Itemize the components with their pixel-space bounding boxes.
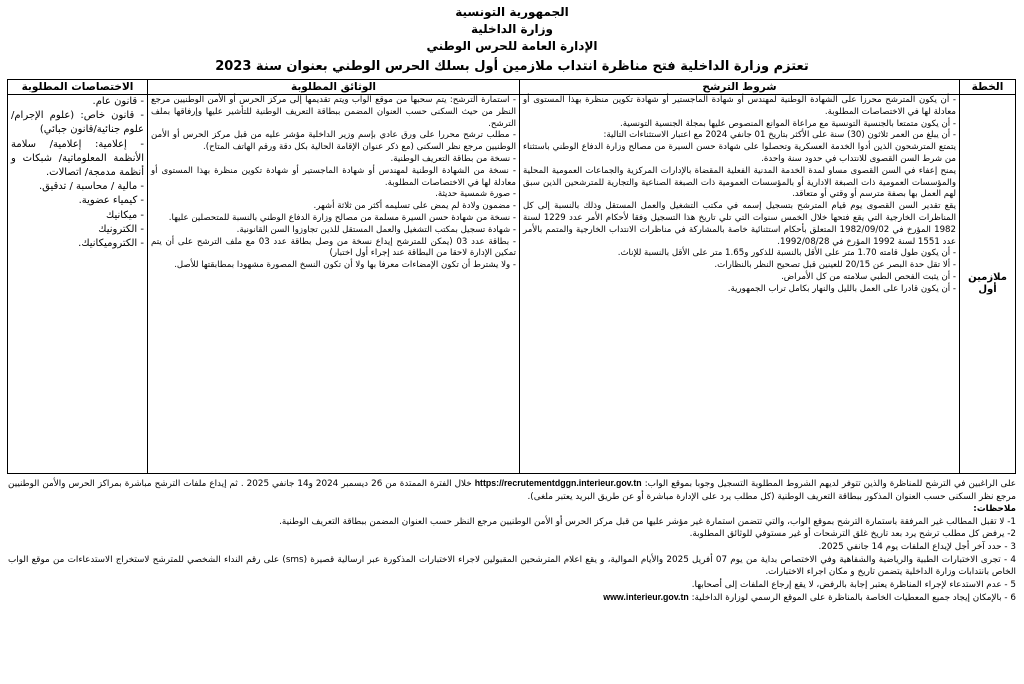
- condition-item: - أن يثبت الفحص الطبي سلامته من كل الأمراض.: [781, 271, 956, 282]
- specialty-item: - مالية / محاسبة / تدقيق.: [38, 181, 144, 193]
- document-item: - نسخة من بطاقة التعريف الوطنية.: [390, 153, 516, 164]
- registration-intro: على الراغبين في الترشح للمناظرة والذين تتوفر لديهم الشروط المطلوبة التسجيل وجوبا بموقع الواب:: [644, 479, 1017, 489]
- note-item: 4 - تجرى الاختبارات الطبية والرياضية والشفاهية وفي الاختصاص بداية من يوم 07 أفريل 2025 والأيام الموالية، و يقع اعلام المترشحين المقبولين لاجراء الاختبارات المذكورة عبر ارسالية قصيرة (sms) على رقم النداء الشخصي للمترشح لاستخراج الاستدعاءات من موقع الواب الخاص بانتدابات وزارة الداخلية يتضمن تاريخ و مكان اجراء الاختبارات.: [8, 554, 1016, 578]
- specialty-item: - كيمياء عضوية.: [78, 195, 144, 207]
- document-item: - بطاقة عدد 03 (يمكن للمترشح إيداع نسخة من وصل بطاقة عدد 03 مع ملف الترشح على أن يتم تمكين الإدارة لاحقا من البطاقة عند إجراء أول اختبار): [151, 236, 516, 259]
- specialty-item: - ميكانيك: [106, 209, 144, 221]
- header-conditions: شروط الترشح: [520, 80, 960, 95]
- document-item: - نسخة من الشهادة الوطنية لمهندس أو شهادة الماجستير أو شهادة تكوين منظرة بهذا المستوى أو معادلة لها في الاختصاصات المطلوبة.: [151, 165, 516, 188]
- condition-item: - أن يكون المترشح محرزا على الشهادة الوطنية لمهندس أو شهادة الماجستير أو شهادة تكوين منظرة بهذا المستوى أو معادلة لها في الاختصاصات المطلوبة.: [523, 95, 956, 117]
- note-item: 1- لا تقبل المطالب غير المرفقة باستمارة الترشح بموقع الواب، والتي تتضمن استمارة غير مؤشر عليها من قبل مركز الحرس أو الأمن الوطنيين مرجع النظر حسب العنوان المضمن ببطاقة التعريف الوطنية.: [279, 516, 1016, 527]
- condition-item: - أن يبلغ من العمر ثلاثون (30) سنة على الأكثر بتاريخ 01 جانفي 2024 مع اعتبار الاستثناءات التالية:: [603, 130, 956, 141]
- documents-cell: [148, 95, 520, 474]
- document-item: - استمارة الترشح: يتم سحبها من موقع الواب ويتم تقديمها إلى مركز الحرس أو الأمن الوطنيين مرجع النظر من حيث السكنى حسب العنوان المضمن ببطاقة التعريف الوطنية للتأشير عليها وإرفاقها بملف الترشح.: [151, 95, 516, 129]
- registration-period: خلال الفترة الممتدة من 26 ديسمبر 2024 و14 جانفي 2025 . ثم إيداع ملفات الترشح مباشرة بمراكز الحرس والأمن الوطنيين مرجع نظر السكنى حسب العنوان المذكور ببطاقة التعريف الوطنية (كل مطلب يرد على الإدارة مباشرة أو عن طريق البريد يعتبر ملغى).: [8, 479, 1016, 502]
- document-item: - صورة شمسية حديثة.: [435, 189, 516, 200]
- condition-item: - ألا تقل حدة البصر عن 20/15 للعينين قبل تصحيح النظر بالنظارات.: [714, 260, 956, 271]
- table-header-row: [8, 80, 1016, 95]
- note-item: 2- يرفض كل مطلب ترشح يرد بعد تاريخ غلق الترشحات أو غير مستوفي للوثائق المطلوبة.: [689, 529, 1016, 540]
- condition-item: - أن يكون قادرا على العمل بالليل والنهار بكامل تراب الجمهورية.: [727, 283, 956, 294]
- note-item-site: [8, 591, 1016, 605]
- ministry-name: وزارة الداخلية: [470, 22, 554, 36]
- condition-item: - أن يكون متمتعا بالجنسية التونسية مع مراعاة الموانع المنصوص عليها بمجلة الجنسية التونسية.: [620, 118, 956, 129]
- notes-title: ملاحظات:: [973, 504, 1016, 515]
- document-item: - مطلب ترشح محررا على ورق عادي بإسم وزير الداخلية مؤشر عليه من قبل مركز الحرس أو الأمن الوطنيين مرجع نظر السكنى (مع ذكر عنوان الإقامة الحالية بكل دقة ورقم الهاتف المتاح).: [151, 130, 516, 153]
- document-item: - شهادة تسجيل بمكتب التشغيل والعمل المستقل للذين تجاوزوا السن القانونية.: [236, 224, 516, 235]
- condition-item: يتمتع المترشحون الذين أدوا الخدمة العسكرية وتحصلوا على شهادة حسن السيرة من مصالح وزارة الدفاع الوطني باستثناء من شرط السن القصوى للانتداب في حدود سنة واحدة.: [523, 142, 956, 164]
- table-row: [8, 95, 1016, 474]
- condition-item: يقع تقدير السن القصوى يوم قيام المترشح بتسجيل إسمه في مكتب التشغيل والعمل المستقل وذلك بالنسبة إلى كل المناظرات الخارجية التي يقع فتحها خلال الخمس سنوات التي تلي تاريخ هذا التسجيل وفقا لأحكام الأمر عدد 1229 لسنة 1982 المؤرخ في 1982/09/02 المتعلق بأحكام استثنائية خاصة بالمشاركة في مناظرات الانتداب الخارجية والمتمم بالأمر عدد 1551 لسنة 1992 المؤرخ في 1992/08/28.: [523, 201, 957, 247]
- note-item: 5 - عدم الاستدعاء لإجراء المناظرة يعتبر إجابة بالرفض، لا يقع إرجاع الملفات إلى أصحابها.: [691, 579, 1016, 590]
- conditions-cell: [520, 95, 960, 474]
- plan-cell: ملازمين أول: [960, 95, 1016, 474]
- specialty-item: - قانون خاص: (علوم الإجرام/علوم جنائية/قانون جبائي): [11, 110, 144, 136]
- document-item: - مضمون ولادة لم يمض على تسليمه أكثر من ثلاثة أشهر.: [313, 201, 516, 212]
- directorate-name: الإدارة العامة للحرس الوطني: [426, 39, 598, 53]
- registration-paragraph: [8, 477, 1016, 503]
- letterhead: [8, 4, 1016, 75]
- header-plan: الخطة: [960, 80, 1016, 95]
- republic-name: الجمهورية التونسية: [455, 5, 569, 19]
- specialty-item: - الكتروميكانيك.: [78, 238, 144, 250]
- notice-title: تعتزم وزارة الداخلية فتح مناظرة انتداب ملازمين أول بسلك الحرس الوطني بعنوان سنة 2023: [215, 59, 809, 74]
- document-item: - نسخة من شهادة حسن السيرة مسلمة من مصالح وزارة الدفاع الوطني بالنسبة للمتحصلين عليها.: [168, 212, 516, 223]
- footer-notes: [8, 477, 1016, 605]
- condition-item: يمنح إعفاء في السن القصوى مساو لمدة الخدمة المدنية الفعلية المقضاة بالإدارات المركزية والجماعات العمومية المحلية والمؤسسات العمومية ذات الصبغة الادارية أو بالمؤسسات العمومية ذات الصبغة الصناعية والتجارية للمترشحين الذين سبق لهم العمل بها بصفة مترسم أو وقتي أو متعاقد.: [523, 165, 956, 200]
- header-documents: الوثائق المطلوبة: [148, 80, 520, 95]
- note-item: 6 - بالإمكان إيجاد جميع المعطيات الخاصة بالمناظرة على الموقع الرسمي لوزارة الداخلية:: [691, 593, 1016, 604]
- recruitment-link[interactable]: https://recrutementdggn.interieur.gov.tn: [474, 478, 642, 488]
- specialty-item: - قانون عام.: [92, 96, 144, 107]
- ministry-site-link[interactable]: www.interieur.gov.tn: [603, 592, 689, 603]
- specialties-cell: [8, 95, 148, 474]
- specialty-item: - إعلامية: إعلامية/ سلامة الأنظمة المعلوماتية/ شبكات و أنظمة مدمجة/ اتصالات.: [11, 138, 144, 179]
- specialty-item: - الكترونيك: [98, 223, 144, 235]
- document-item: - ولا يشترط أن تكون الإمضاءات معرفا بها ولا أن تكون النسخ المصورة مشهودا بمطابقتها للأصل.: [174, 260, 516, 271]
- note-item: 3 - حدد آخر أجل لإيداع الملفات يوم 14 جانفي 2025.: [818, 541, 1016, 552]
- condition-item: - أن يكون طول قامته 1.70 متر على الأقل بالنسبة للذكور و1.65 متر على الأقل بالنسبة للإناث.: [617, 248, 956, 259]
- recruitment-table: [7, 79, 1016, 474]
- header-specialties: الاختصاصات المطلوبة: [8, 80, 148, 95]
